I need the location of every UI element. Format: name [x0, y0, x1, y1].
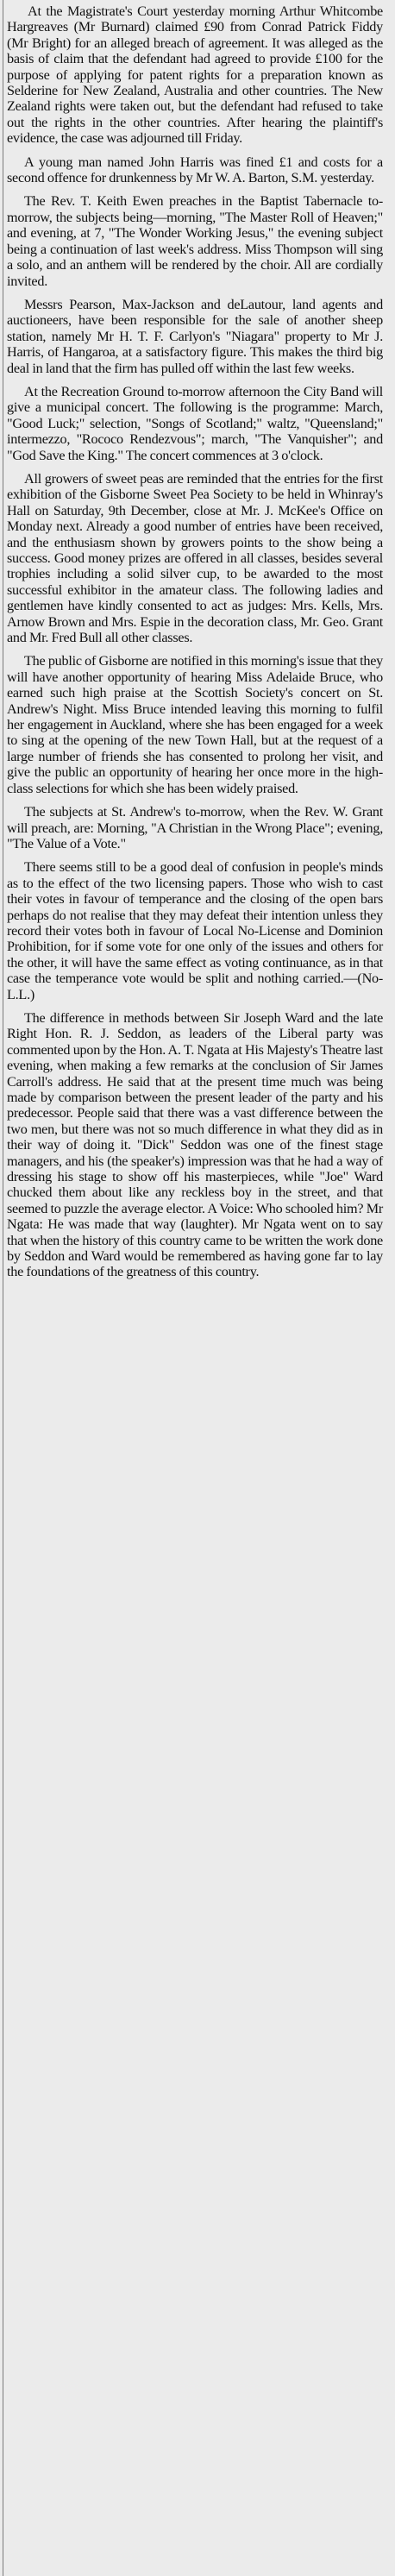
paragraph-drunkenness-fine: A young man named John Harris was fined £1 and costs for a second offence for drunkenness by Mr W. A. Barton, S.M. yesterday.	[7, 154, 383, 186]
paragraph-ward-seddon: The difference in methods between Sir Joseph Ward and the late Right Hon. R. J. Seddon, as leaders of the Liberal party was commented upon by the Hon. A. T. Ngata at His Majesty's Theatre last evening, when making a few remarks at the conclusion of Sir James Carroll's address. He said that at the present time much was being made by comparison between the present leader of the party and his predecessor. People said that there was a vast difference between the two men, but there was not so much difference in what they did as in their way of doing it. "Dick" Seddon was one of the finest stage managers, and his (the speaker's) impression was that he had a way of dressing his stage to show off his masterpieces, while "Joe" Ward chucked them about like any reckless boy in the street, and that seemed to puzzle the average elector. A Voice: Who schooled him? Mr Ngata: He was made that way (laughter). Mr Ngata went on to say that when the history of this country came to be written the work done by Seddon and Ward would be remembered as having gone far to lay the foundations of the greatness of this country.	[7, 1009, 383, 1280]
paragraph-licensing-papers: There seems still to be a good deal of confusion in people's minds as to the effect of the two licensing papers. Those who wish to cast their votes in favour of temperance and the closing of the open bars perhaps do not realise that they may defeat their intention unless they record their votes both in favour of Local No-License and Dominion Prohibition, for if some vote for one only of the issues and others for the other, it will have the same effect as voting continuance, as in that case the temperance vote would be split and nothing carried.—(No-L.L.)	[7, 859, 383, 1002]
paragraph-band-concert: At the Recreation Ground to-morrow afternoon the City Band will give a municipal concert. The following is the programme: March, "Good Luck;" selection, "Songs of Scotland;" waltz, "Queensland;" intermezzo, "Rococo Rendezvous"; march, "The Vanquisher"; and "God Save the King." The concert commences at 3 o'clock.	[7, 383, 383, 463]
paragraph-miss-bruce: The public of Gisborne are notified in this morning's issue that they will have another opportunity of hearing Miss Adelaide Bruce, who earned such high praise at the Scottish Society's concert on St. Andrew's Night. Miss Bruce intended leaving this morning to fulfil her engagement in Auckland, where she has been engaged for a week to sing at the opening of the new Town Hall, but at the request of a large number of friends she has consented to prolong her visit, and give the public an opportunity of hearing her once more in the high-class selections for which she has been widely praised.	[7, 653, 383, 796]
paragraph-court-claim: At the Magistrate's Court yesterday morning Arthur Whitcombe Hargreaves (Mr Burnard) claimed £90 from Conrad Patrick Fiddy (Mr Bright) for an alleged breach of agreement. It was alleged as the basis of claim that the defendant had agreed to provide £100 for the purpose of applying for patent rights for a preparation known as Selderine for New Zealand, Australia and other countries. The New Zealand rights were taken out, but the defendant had refused to take out the rights in the other countries. After hearing the plaintiff's evidence, the case was adjourned till Friday.	[7, 3, 383, 147]
paragraph-baptist-tabernacle: The Rev. T. Keith Ewen preaches in the Baptist Tabernacle to-morrow, the subjects being—morning, "The Master Roll of Heaven;" and evening, at 7, "The Wonder Working Jesus," the evening subject being a continuation of last week's address. Miss Thompson will sing a solo, and an anthem will be rendered by the choir. All are cordially invited.	[7, 193, 383, 289]
paragraph-sweet-pea-show: All growers of sweet peas are reminded that the entries for the first exhibition of the Gisborne Sweet Pea Society to be held in Whinray's Hall on Saturday, 9th December, close at Mr. J. McKee's Office on Monday next. Already a good number of entries have been received, and the enthusiasm shown by growers points to the show being a success. Good money prizes are offered in all classes, besides several trophies including a solid silver cup, to be awarded to the most successful exhibitor in the amateur class. The following ladies and gentlemen have kindly consented to act as judges: Mrs. Kells, Mrs. Arnow Brown and Mrs. Espie in the decoration class, Mr. Geo. Grant and Mr. Fred Bull all other classes.	[7, 470, 383, 646]
paragraph-land-sale: Messrs Pearson, Max-Jackson and deLautour, land agents and auctioneers, have been responsible for the sale of another sheep station, namely Mr H. T. F. Carlyon's "Niagara" property to Mr J. Harris, of Hangaroa, at a satisfactory figure. This makes the third big deal in land that the firm has pulled off within the last few weeks.	[7, 296, 383, 376]
paragraph-st-andrews: The subjects at St. Andrew's to-morrow, when the Rev. W. Grant will preach, are: Morning, "A Christian in the Wrong Place"; evening, "The Value of a Vote."	[7, 804, 383, 851]
